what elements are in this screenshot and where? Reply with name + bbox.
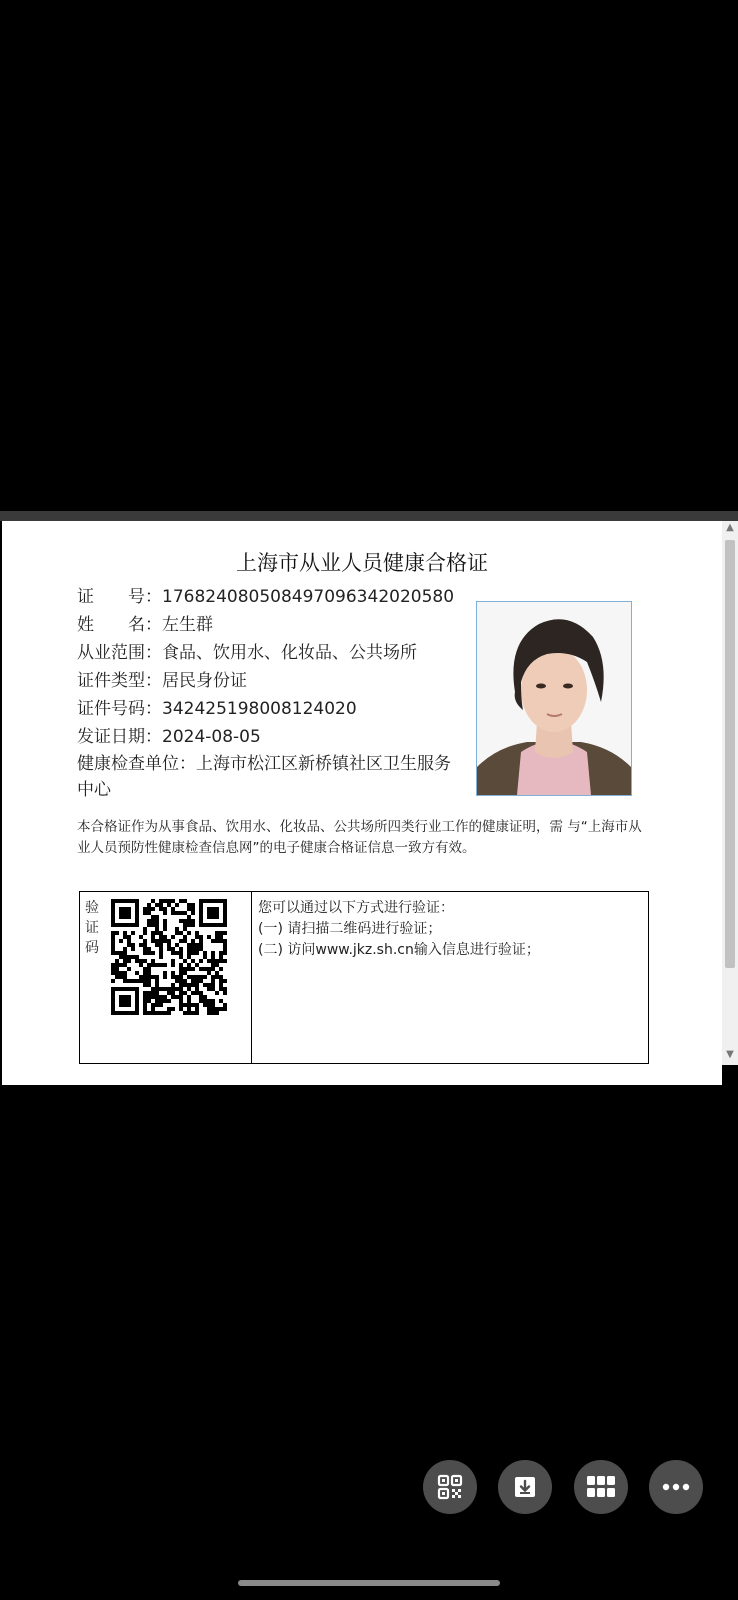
certificate-fields xyxy=(77,583,467,803)
field-label: 证件号码： xyxy=(77,699,162,719)
field-id-type xyxy=(77,667,467,695)
qr-code-image[interactable] xyxy=(111,899,227,1015)
field-value: 342425198008124020 xyxy=(162,699,357,719)
field-label: 健康检查单位： xyxy=(77,754,196,774)
home-indicator[interactable] xyxy=(238,1580,500,1586)
verification-instructions xyxy=(252,892,648,1063)
certificate-title: 上海市从业人员健康合格证 xyxy=(236,551,488,575)
verification-code-label xyxy=(85,898,101,958)
field-issue-date xyxy=(77,723,467,751)
verification-method-qr: (一) 请扫描二维码进行验证； xyxy=(258,921,442,937)
health-certificate xyxy=(2,521,722,1085)
verification-method-website[interactable]: (二) 访问www.jkz.sh.cn输入信息进行验证； xyxy=(258,942,540,958)
portrait-image xyxy=(477,602,631,795)
field-value: 食品、饮用水、化妆品、公共场所 xyxy=(162,643,417,663)
scroll-up-arrow-icon[interactable]: ▲ xyxy=(726,522,734,533)
verification-box xyxy=(79,891,649,1064)
more-options-button[interactable] xyxy=(649,1460,703,1514)
verification-code-cell xyxy=(80,892,252,1063)
field-value: 176824080508497096342020580 xyxy=(162,587,455,607)
apps-grid-button[interactable] xyxy=(574,1460,628,1514)
validity-notice: 本合格证作为从事食品、饮用水、化妆品、公共场所四类行业工作的健康证明，需 与“上海市从业人员预防性健康检查信息网”的电子健康合格证信息一致方有效。 xyxy=(77,819,642,856)
field-label: 发证日期： xyxy=(77,727,162,747)
field-exam-unit xyxy=(77,751,467,803)
scroll-down-arrow-icon[interactable]: ▼ xyxy=(726,1049,734,1060)
verification-intro: 您可以通过以下方式进行验证： xyxy=(258,900,454,916)
field-value: 居民身份证 xyxy=(162,671,247,691)
label-char: 码 xyxy=(85,940,99,956)
holder-photo xyxy=(476,601,632,796)
label-char: 验 xyxy=(85,900,99,916)
field-id-number xyxy=(77,695,467,723)
grid-apps-icon xyxy=(587,1476,615,1498)
qr-code-icon xyxy=(437,1474,463,1500)
field-label: 证 号： xyxy=(77,587,162,607)
field-label: 姓 名： xyxy=(77,615,162,635)
download-icon xyxy=(512,1474,538,1500)
scrollbar-thumb[interactable] xyxy=(725,540,735,968)
more-options-icon xyxy=(662,1483,690,1491)
field-value: 2024-08-05 xyxy=(162,727,261,747)
field-cert-number xyxy=(77,583,467,611)
label-char: 证 xyxy=(85,920,99,936)
field-label: 从业范围： xyxy=(77,643,162,663)
download-button[interactable] xyxy=(498,1460,552,1514)
qr-code-button[interactable] xyxy=(423,1460,477,1514)
field-scope xyxy=(77,639,467,667)
field-label: 证件类型： xyxy=(77,671,162,691)
document-top-bar xyxy=(0,511,738,521)
field-value: 上海市松江区新桥镇社区卫生服务中心 xyxy=(77,754,451,800)
field-value: 左生群 xyxy=(162,615,213,635)
field-name xyxy=(77,611,467,639)
